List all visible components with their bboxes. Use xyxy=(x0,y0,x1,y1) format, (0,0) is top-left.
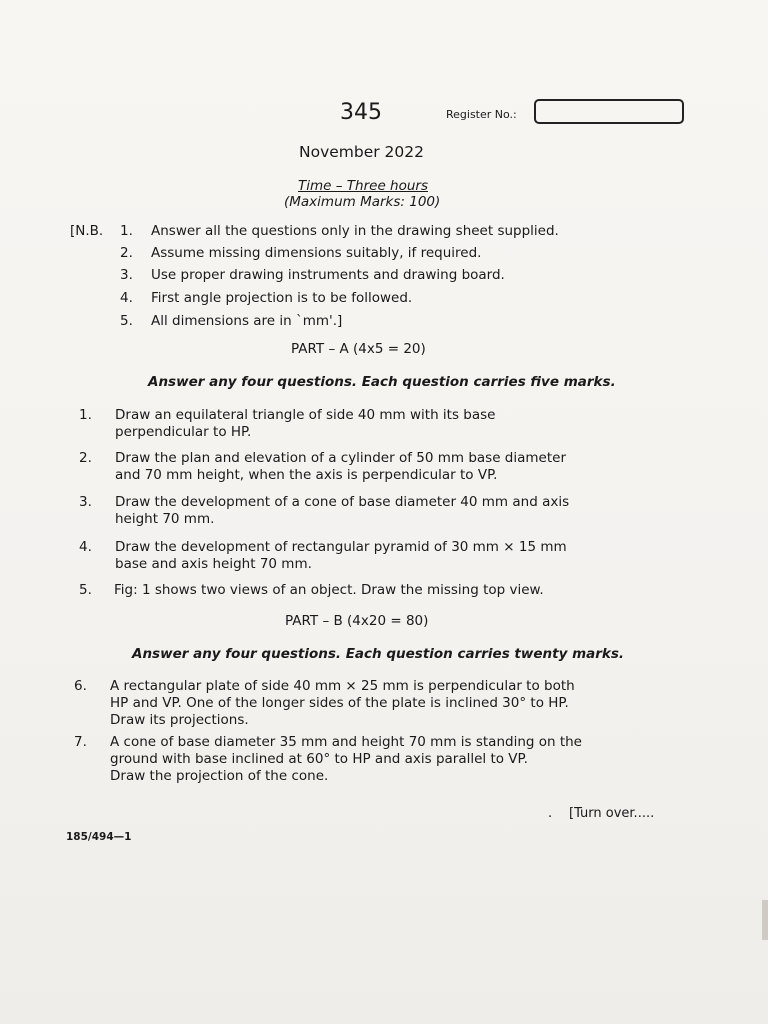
note-text: Use proper drawing instruments and drawing board. xyxy=(151,267,505,283)
part-a-heading: PART – A (4x5 = 20) xyxy=(291,341,426,357)
question-line: perpendicular to HP. xyxy=(115,424,252,440)
question-number: 3. xyxy=(79,494,92,510)
part-b-instruction: Answer any four questions. Each question carries twenty marks. xyxy=(132,646,625,662)
maximum-marks: (Maximum Marks: 100) xyxy=(284,194,441,210)
part-b-heading: PART – B (4x20 = 80) xyxy=(285,613,429,629)
exam-month: November 2022 xyxy=(299,143,425,161)
question-line: height 70 mm. xyxy=(115,511,215,527)
paper-serial-code: 185/494—1 xyxy=(66,831,132,843)
note-number: 1. xyxy=(120,223,133,239)
register-number-label: Register No.: xyxy=(446,108,517,121)
paper-code: 345 xyxy=(340,100,382,125)
note-text: Assume missing dimensions suitably, if required. xyxy=(151,245,482,261)
question-line: ground with base inclined at 60° to HP and axis parallel to VP. xyxy=(110,751,528,767)
page-edge-shadow xyxy=(762,900,768,940)
question-line: Draw the development of a cone of base diameter 40 mm and axis xyxy=(115,494,570,510)
question-number: 7. xyxy=(74,734,87,750)
question-line: Draw the plan and elevation of a cylinder of 50 mm base diameter xyxy=(115,450,566,466)
question-line: A rectangular plate of side 40 mm × 25 mm is perpendicular to both xyxy=(110,678,575,694)
exam-duration: Time – Three hours xyxy=(298,178,428,194)
stray-mark: . xyxy=(548,806,553,821)
question-number: 4. xyxy=(79,539,92,555)
note-number: 3. xyxy=(120,267,133,283)
turn-over-text: [Turn over..... xyxy=(569,806,655,821)
question-number: 1. xyxy=(79,407,92,423)
note-text: First angle projection is to be followed. xyxy=(151,290,413,306)
note-number: 2. xyxy=(120,245,133,261)
question-number: 6. xyxy=(74,678,87,694)
note-text: Answer all the questions only in the drawing sheet supplied. xyxy=(151,223,559,239)
question-line: Draw its projections. xyxy=(110,712,249,728)
question-line: and 70 mm height, when the axis is perpendicular to VP. xyxy=(115,467,498,483)
question-line: A cone of base diameter 35 mm and height 70 mm is standing on the xyxy=(110,734,582,750)
note-number: 5. xyxy=(120,313,133,329)
notes-prefix: [N.B. xyxy=(70,223,104,239)
note-number: 4. xyxy=(120,290,133,306)
question-line: base and axis height 70 mm. xyxy=(115,556,312,572)
question-line: HP and VP. One of the longer sides of the plate is inclined 30° to HP. xyxy=(110,695,569,711)
note-text: All dimensions are in `mm'.] xyxy=(151,313,343,329)
question-number: 5. xyxy=(79,582,92,598)
register-number-box xyxy=(534,99,684,124)
question-line: Fig: 1 shows two views of an object. Draw the missing top view. xyxy=(114,582,544,598)
question-line: Draw the development of rectangular pyramid of 30 mm × 15 mm xyxy=(115,539,567,555)
part-a-instruction: Answer any four questions. Each question carries five marks. xyxy=(148,374,616,390)
question-number: 2. xyxy=(79,450,92,466)
question-line: Draw an equilateral triangle of side 40 mm with its base xyxy=(115,407,496,423)
question-line: Draw the projection of the cone. xyxy=(110,768,329,784)
